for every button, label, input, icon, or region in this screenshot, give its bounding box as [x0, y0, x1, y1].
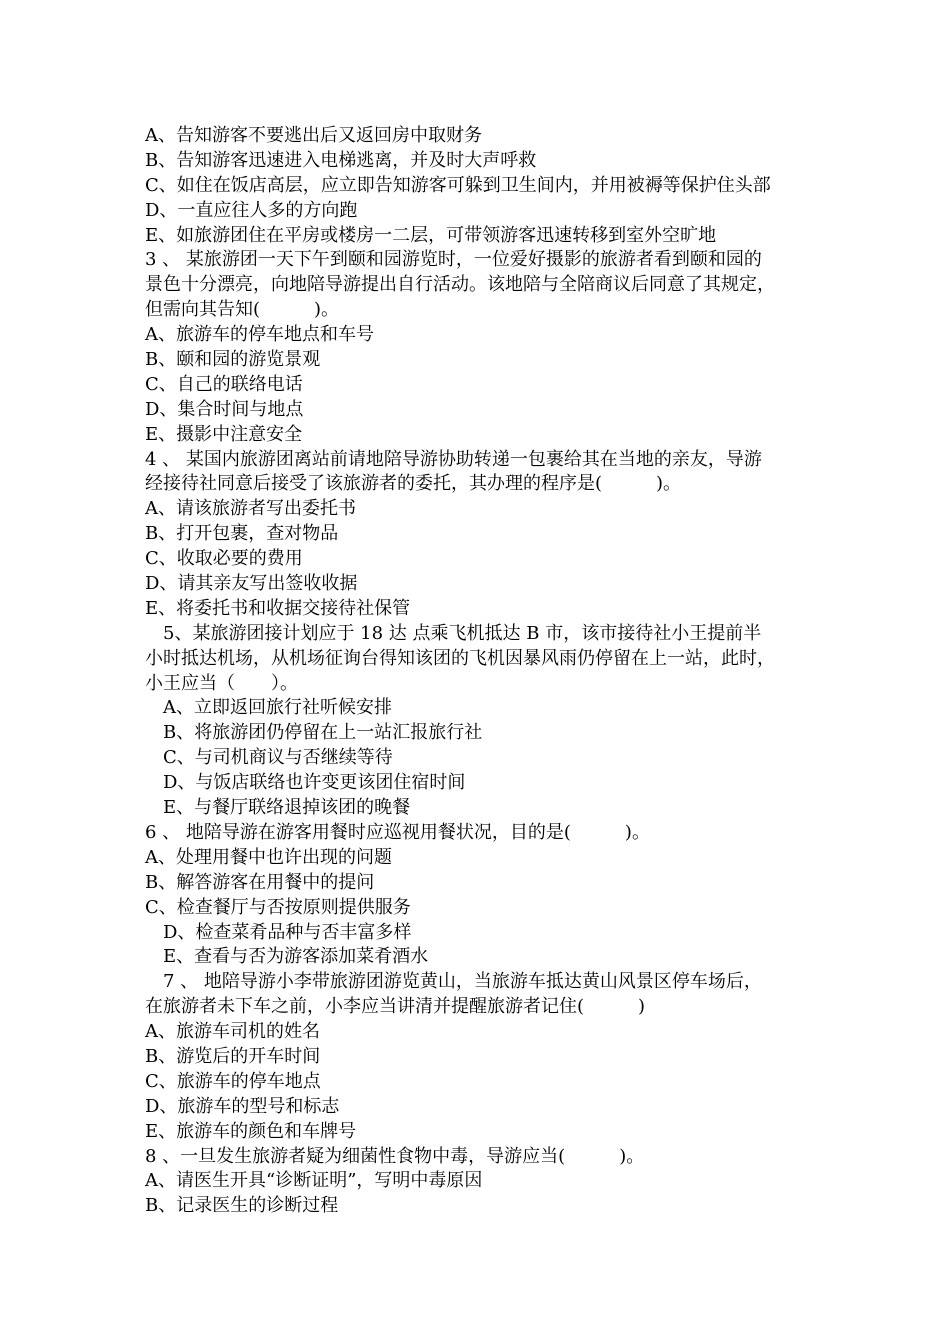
text-line: 但需向其告知( )。 — [145, 299, 340, 321]
text-line: 景色十分漂亮，向地陪导游提出自行活动。该地陪与全陪商议后同意了其规定， — [145, 274, 775, 296]
text-line: A、请该旅游者写出委托书 — [145, 498, 356, 520]
text-line: D、请其亲友写出签收收据 — [145, 573, 358, 595]
text-line: E、旅游车的颜色和车牌号 — [145, 1120, 357, 1142]
text-line: 8 、一旦发生旅游者疑为细菌性食物中毒，导游应当( )。 — [145, 1145, 645, 1167]
text-line: B、打开包裹，查对物品 — [145, 523, 339, 545]
text-line: B、游览后的开车时间 — [145, 1045, 321, 1067]
text-line: 7 、 地陪导游小李带旅游团游览黄山，当旅游车抵达黄山风景区停车场后， — [163, 971, 762, 993]
text-line: D、检查菜肴品种与否丰富多样 — [163, 921, 412, 943]
exam-question-text — [145, 124, 810, 1219]
text-line: D、集合时间与地点 — [145, 398, 304, 420]
text-line: A、告知游客不要逃出后又返回房中取财务 — [145, 125, 482, 146]
text-line: C、检查餐厅与否按原则提供服务 — [145, 896, 411, 918]
text-line: D、与饭店联络也许变更该团住宿时间 — [163, 772, 466, 794]
text-line: B、解答游客在用餐中的提问 — [145, 871, 375, 893]
text-line: 经接待社同意后接受了该旅游者的委托，其办理的程序是( )。 — [145, 473, 682, 495]
text-line: B、颐和园的游览景观 — [145, 349, 321, 371]
text-line: C、如住在饭店高层，应立即告知游客可躲到卫生间内，并用被褥等保护住头部 — [145, 174, 771, 196]
text-line: C、自己的联络电话 — [145, 373, 303, 395]
text-line: 4 、 某国内旅游团离站前请地陪导游协助转递一包裹给其在当地的亲友，导游 — [145, 448, 762, 470]
text-line: 5、某旅游团接计划应于 18 达 点乘飞机抵达 B 市，该市接待社小王提前半 — [163, 622, 762, 644]
text-line: B、告知游客迅速进入电梯逃离，并及时大声呼救 — [145, 149, 537, 171]
text-line: E、如旅游团住在平房或楼房一二层，可带领游客迅速转移到室外空旷地 — [145, 224, 717, 246]
text-line: 小王应当（ ）。 — [145, 672, 298, 694]
text-line: A、立即返回旅行社听候安排 — [163, 697, 392, 719]
text-line: A、旅游车司机的姓名 — [145, 1021, 320, 1043]
text-line: 3 、 某旅游团一天下午到颐和园游览时，一位爱好摄影的旅游者看到颐和园的 — [145, 249, 762, 271]
text-line: D、一直应往人多的方向跑 — [145, 199, 358, 221]
text-line: D、旅游车的型号和标志 — [145, 1095, 340, 1117]
text-line: E、摄影中注意安全 — [145, 423, 303, 445]
text-line: E、与餐厅联络退掉该团的晚餐 — [163, 797, 411, 819]
text-line: 在旅游者未下车之前，小李应当讲清并提醒旅游者记住( ) — [145, 996, 646, 1018]
text-line: B、记录医生的诊断过程 — [145, 1195, 339, 1217]
text-line: 小时抵达机场，从机场征询台得知该团的飞机因暴风雨仍停留在上一站，此时， — [145, 647, 775, 669]
text-line: C、旅游车的停车地点 — [145, 1070, 321, 1092]
text-line: 6 、 地陪导游在游客用餐时应巡视用餐状况，目的是( )。 — [145, 821, 650, 843]
text-line: A、旅游车的停车地点和车号 — [145, 324, 374, 346]
text-line: C、收取必要的费用 — [145, 548, 303, 570]
text-line: E、查看与否为游客添加菜肴酒水 — [163, 946, 429, 968]
text-line: A、处理用餐中也许出现的问题 — [145, 846, 392, 868]
text-line: E、将委托书和收据交接待社保管 — [145, 597, 411, 619]
text-line: A、请医生开具“诊断证明”，写明中毒原因 — [145, 1170, 483, 1192]
text-line: B、将旅游团仍停留在上一站汇报旅行社 — [163, 722, 483, 744]
text-line: C、与司机商议与否继续等待 — [163, 747, 393, 769]
